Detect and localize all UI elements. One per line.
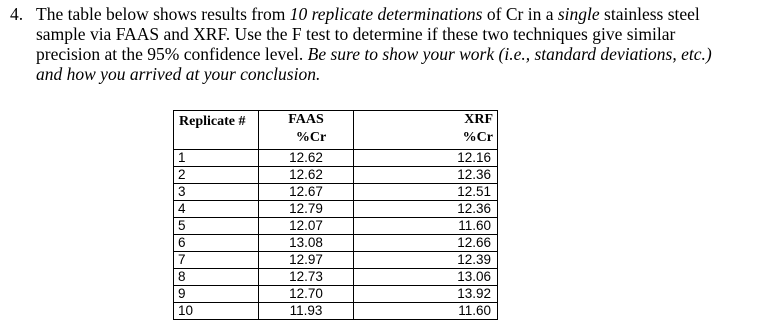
header-faas [259,111,354,150]
table-row [174,167,498,184]
table-row [174,286,498,303]
xrf-cell: 12.51 [354,184,498,201]
xrf-cell: 12.66 [354,235,498,252]
xrf-cell: 13.92 [354,286,498,303]
replicate-cell: 8 [174,269,259,286]
faas-cell: 12.79 [259,201,354,218]
faas-cell: 11.93 [259,303,354,320]
question-line-4-italic: and how you arrived at your conclusion. [36,64,321,84]
question-line-1-part-c: of Cr in a [482,4,558,24]
table-row [174,303,498,320]
xrf-cell: 12.39 [354,252,498,269]
replicate-cell: 10 [174,303,259,320]
question-line-3-part-a: precision at the 95% confidence level. [36,44,308,64]
question-line-4 [36,64,320,84]
results-table [173,110,498,320]
question-number: 4. [10,4,24,24]
table-row [174,269,498,286]
question-line-1-italic-b: 10 replicate determinations [289,4,483,24]
xrf-cell: 13.06 [354,269,498,286]
table-row [174,201,498,218]
question-line-1-part-e: stainless steel [599,4,700,24]
replicate-cell: 9 [174,286,259,303]
question-line-3 [36,44,712,64]
table-row [174,184,498,201]
header-xrf-label: XRF [464,112,493,127]
header-xrf-unit: %Cr [462,130,493,145]
replicate-cell: 6 [174,235,259,252]
replicate-cell: 5 [174,218,259,235]
replicate-cell: 7 [174,252,259,269]
header-faas-label: FAAS [288,112,324,127]
xrf-cell: 12.36 [354,201,498,218]
faas-cell: 13.08 [259,235,354,252]
question-line-1 [36,4,700,24]
table-header-row [174,111,498,150]
faas-cell: 12.97 [259,252,354,269]
header-faas-unit: %Cr [295,130,327,145]
xrf-cell: 12.36 [354,167,498,184]
faas-cell: 12.70 [259,286,354,303]
xrf-cell: 11.60 [354,218,498,235]
faas-cell: 12.07 [259,218,354,235]
faas-cell: 12.73 [259,269,354,286]
question-line-1-italic-d: single [557,4,600,24]
xrf-cell: 12.16 [354,150,498,167]
replicate-cell: 3 [174,184,259,201]
header-xrf [354,111,498,150]
replicate-cell: 4 [174,201,259,218]
header-replicate: Replicate # [174,111,259,150]
replicate-cell: 1 [174,150,259,167]
faas-cell: 12.62 [259,167,354,184]
replicate-cell: 2 [174,167,259,184]
table-row [174,150,498,167]
table-row [174,218,498,235]
table-row [174,252,498,269]
faas-cell: 12.62 [259,150,354,167]
question-line-2: sample via FAAS and XRF. Use the F test to determine if these two techniques give similar [36,24,676,44]
question-line-1-part-a: The table below shows results from [36,4,290,24]
table-row [174,235,498,252]
xrf-cell: 11.60 [354,303,498,320]
question-line-3-italic-b: Be sure to show your work (i.e., standard deviations, etc.) [307,44,712,64]
faas-cell: 12.67 [259,184,354,201]
